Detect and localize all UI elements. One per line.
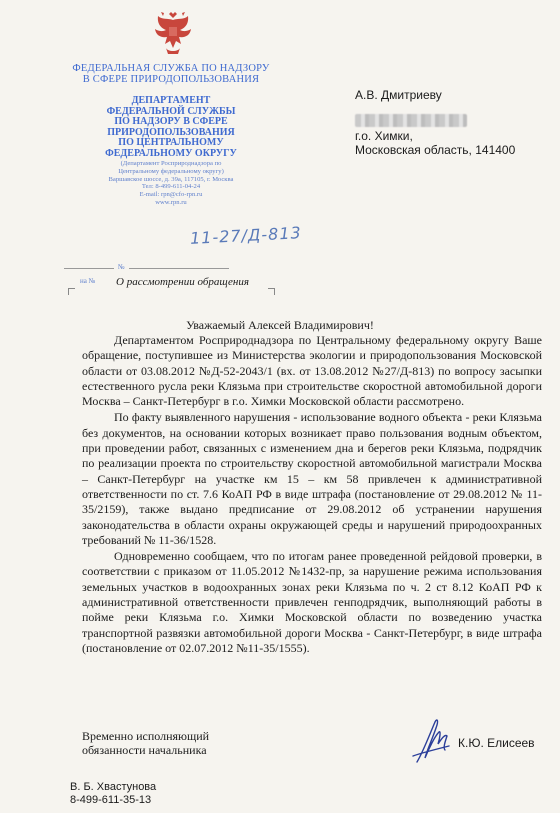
department-details: (Департамент Росприроднадзора по Центральному федеральному округу) Варшавское шоссе, д. 39а, 117105, г. Москва Тел: 8-499-611-04-24 E-mail: rpn@cfo-rpn.ru www.rpn.ru [108, 160, 234, 206]
salutation: Уважаемый Алексей Владимирович! [186, 318, 374, 332]
signatory-name: К.Ю. Елисеев [458, 736, 535, 750]
department-name: ДЕПАРТАМЕНТ ФЕДЕРАЛЬНОЙ СЛУЖБЫ ПО НАДЗОРУ В СФЕРЕ ПРИРОДОПОЛЬЗОВАНИЯ ПО ЦЕНТРАЛЬНОМУ ФЕДЕРАЛЬНОМУ ОКРУГУ [105, 95, 237, 159]
recipient-city: г.о. Химки, [355, 129, 413, 143]
letter-subject: О рассмотрении обращения [116, 276, 249, 288]
executor-phone: 8-499-611-35-13 [70, 793, 152, 806]
agency-name: ФЕДЕРАЛЬНАЯ СЛУЖБА ПО НАДЗОРУ В СФЕРЕ ПРИРОДОПОЛЬЗОВАНИЯ [72, 63, 270, 85]
paragraph: По факту выявленного нарушения - использование водного объекта - реки Клязьма без документов, на основании которых возникает право пользования водным объектом, при проведении работ, связанных с изменением дна и берегов реки Клязьма, подрядчик по реализации проекта по строительству скоростной автомобильной магистрали Москва – Санкт-Петербург на участке км 15 – км 58 привлечен к административной ответственности по ст. 7.6 КоАП РФ в виде штрафа (постановление от 29.08.2012 № 11-35/2159), также выдано предписание от 29.08.2012 об устранении нарушения законодательства в области охраны окружающей среды и нарушений природоохранных требований № 11-36/1528. [82, 410, 542, 547]
executor-info [70, 781, 156, 806]
signatory-position: Временно исполняющий обязанности начальника [82, 729, 210, 757]
recipient-name: А.В. Дмитриеву [355, 88, 442, 102]
executor-name: В. Б. Хвастунова [70, 781, 157, 793]
subject-corner-right [268, 288, 275, 295]
paragraph: Одновременно сообщаем, что по итогам ранее проведенной рейдовой проверки, в соответствии с приказом от 11.05.2012 №1432-пр, за нарушение режима использования земельных участков в водоохранных зонах реки Клязьма по ч. 2 ст 8.12 КоАП РФ к административной ответственности привлечен генподрядчик, выполняющий работы в пойме реки Клязьма г.о. Химки Московской области по возведению участка транспортной развязки автомобильной дороги Москва - Санкт-Петербург, в виде штрафа (постановление от 02.07.2012 №11-35/1555). [82, 549, 542, 655]
reply-to-number-line: на № [80, 277, 96, 285]
letter-body [82, 333, 542, 656]
registration-number: 11-27/Д-813 [189, 223, 303, 248]
redacted-address [355, 114, 467, 127]
coat-of-arms-icon [148, 10, 198, 58]
paragraph: Департаментом Росприроднадзора по Центральному федеральному округу Ваше обращение, поступившее из Министерства экологии и природопользования Московской области от 03.08.2012 №Д-52-2043/1 (вх. от 13.08.2012 №27/Д-813) по вопросу засыпки естественного русла реки Клязьма при строительстве скоростной автомобильной дороги Москва – Санкт-Петербург в г.о. Химки Московской области рассмотрено. [82, 333, 542, 409]
subject-corner-left [68, 288, 75, 295]
recipient-region: Московская область, 141400 [355, 143, 516, 157]
outgoing-number-line: № [60, 263, 229, 271]
handwritten-signature [405, 712, 460, 767]
